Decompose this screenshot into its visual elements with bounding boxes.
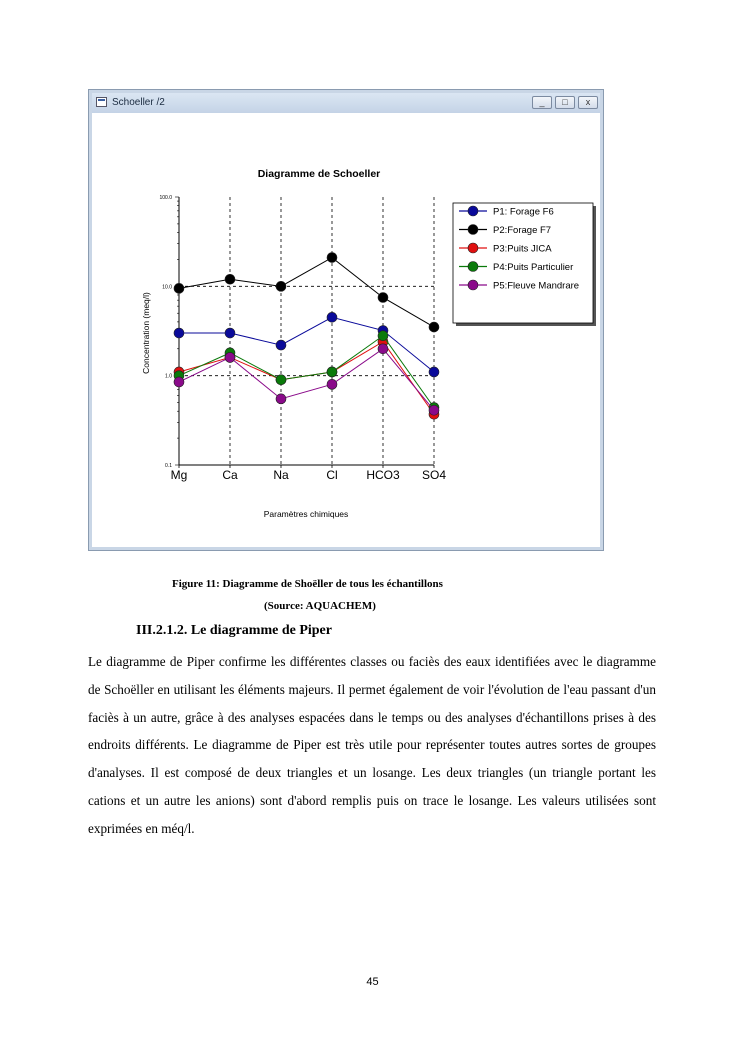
legend-label: P2:Forage F7 <box>493 225 552 236</box>
data-point <box>378 331 388 341</box>
chart-area <box>92 113 600 547</box>
data-point <box>225 274 235 284</box>
series-1 <box>174 312 439 377</box>
data-point <box>276 375 286 385</box>
x-tick-label: HCO3 <box>366 468 400 482</box>
figure-caption: Figure 11: Diagramme de Shoëller de tous les échantillons <box>172 578 443 590</box>
body-paragraph: Le diagramme de Piper confirme les différentes classes ou faciès des eaux identifiées avec le diagramme de Schoëller en utilisant les éléments majeurs. Il permet également de voir l'évolution de l'eau passant d'un faciès à un autre, grâce à des analyses espacées dans le temps ou des analyses d'échantillons prises à des endroits différents. Le diagramme de Piper est très utile pour représenter toutes autres sortes de groupes d'analyses. Il est composé de deux triangles et un losange. Les deux triangles (un triangle portant les cations et un autre les anions) sont d'abord remplis puis on trace le losange. Les valeurs utilisées sont exprimées en méq/l. <box>88 654 656 836</box>
y-tick-label: 1.0 <box>165 373 172 380</box>
x-tick-label: SO4 <box>421 468 447 482</box>
y-tick-label: 100.0 <box>159 195 172 201</box>
y-tick-label: 0.1 <box>165 463 172 469</box>
minimize-button[interactable]: _ <box>532 96 552 109</box>
data-point <box>174 328 184 338</box>
data-point <box>327 367 337 377</box>
schoeller-window <box>88 89 604 551</box>
x-tick-label: Cl <box>326 468 338 482</box>
x-tick-label: Na <box>273 468 289 482</box>
section-heading: III.2.1.2. Le diagramme de Piper <box>136 623 332 638</box>
legend-label: P4:Puits Particulier <box>493 262 574 273</box>
legend-swatch-marker <box>468 280 478 290</box>
data-point <box>327 379 337 389</box>
x-axis-label: Paramètres chimiques <box>263 509 349 519</box>
legend-swatch-marker <box>468 206 478 216</box>
x-tick-label: Ca <box>222 468 238 482</box>
x-tick-label: Mg <box>170 468 188 482</box>
window-title: Schoeller /2 <box>112 97 165 108</box>
series-2 <box>174 253 439 333</box>
window-titlebar[interactable] <box>92 93 600 113</box>
series-3 <box>174 337 439 420</box>
data-point <box>378 344 388 354</box>
legend-swatch-marker <box>468 243 478 253</box>
data-point <box>429 367 439 377</box>
data-point <box>327 312 337 322</box>
data-point <box>225 352 235 362</box>
close-button[interactable]: x <box>578 96 598 109</box>
data-point <box>225 328 235 338</box>
series-line <box>179 349 434 410</box>
legend-label: P3:Puits JICA <box>493 243 552 255</box>
series-4 <box>174 331 439 413</box>
page-number: 45 <box>366 976 379 988</box>
data-point <box>429 405 439 415</box>
data-point <box>276 340 286 350</box>
y-tick-label: 10.0 <box>162 284 172 291</box>
data-point <box>429 322 439 332</box>
data-point <box>174 377 184 387</box>
series-line <box>179 342 434 415</box>
window-app-icon <box>96 97 107 107</box>
series-line <box>179 336 434 408</box>
y-axis-label: Concentration (meq/l) <box>141 292 151 374</box>
data-point <box>327 253 337 263</box>
figure-source: (Source: AQUACHEM) <box>264 600 376 612</box>
legend-label: P5:Fleuve Mandrare <box>493 280 580 292</box>
series-line <box>179 258 434 328</box>
data-point <box>276 394 286 404</box>
data-point <box>174 283 184 293</box>
maximize-button[interactable]: □ <box>555 96 575 109</box>
legend-label: P1: Forage F6 <box>493 206 554 218</box>
chart-title: Diagramme de Schoeller <box>257 168 381 180</box>
schoeller-chart <box>92 113 602 549</box>
legend-swatch-marker <box>468 225 478 235</box>
data-point <box>378 292 388 302</box>
legend-swatch-marker <box>468 262 478 272</box>
data-point <box>276 281 286 291</box>
series-5 <box>174 344 439 415</box>
